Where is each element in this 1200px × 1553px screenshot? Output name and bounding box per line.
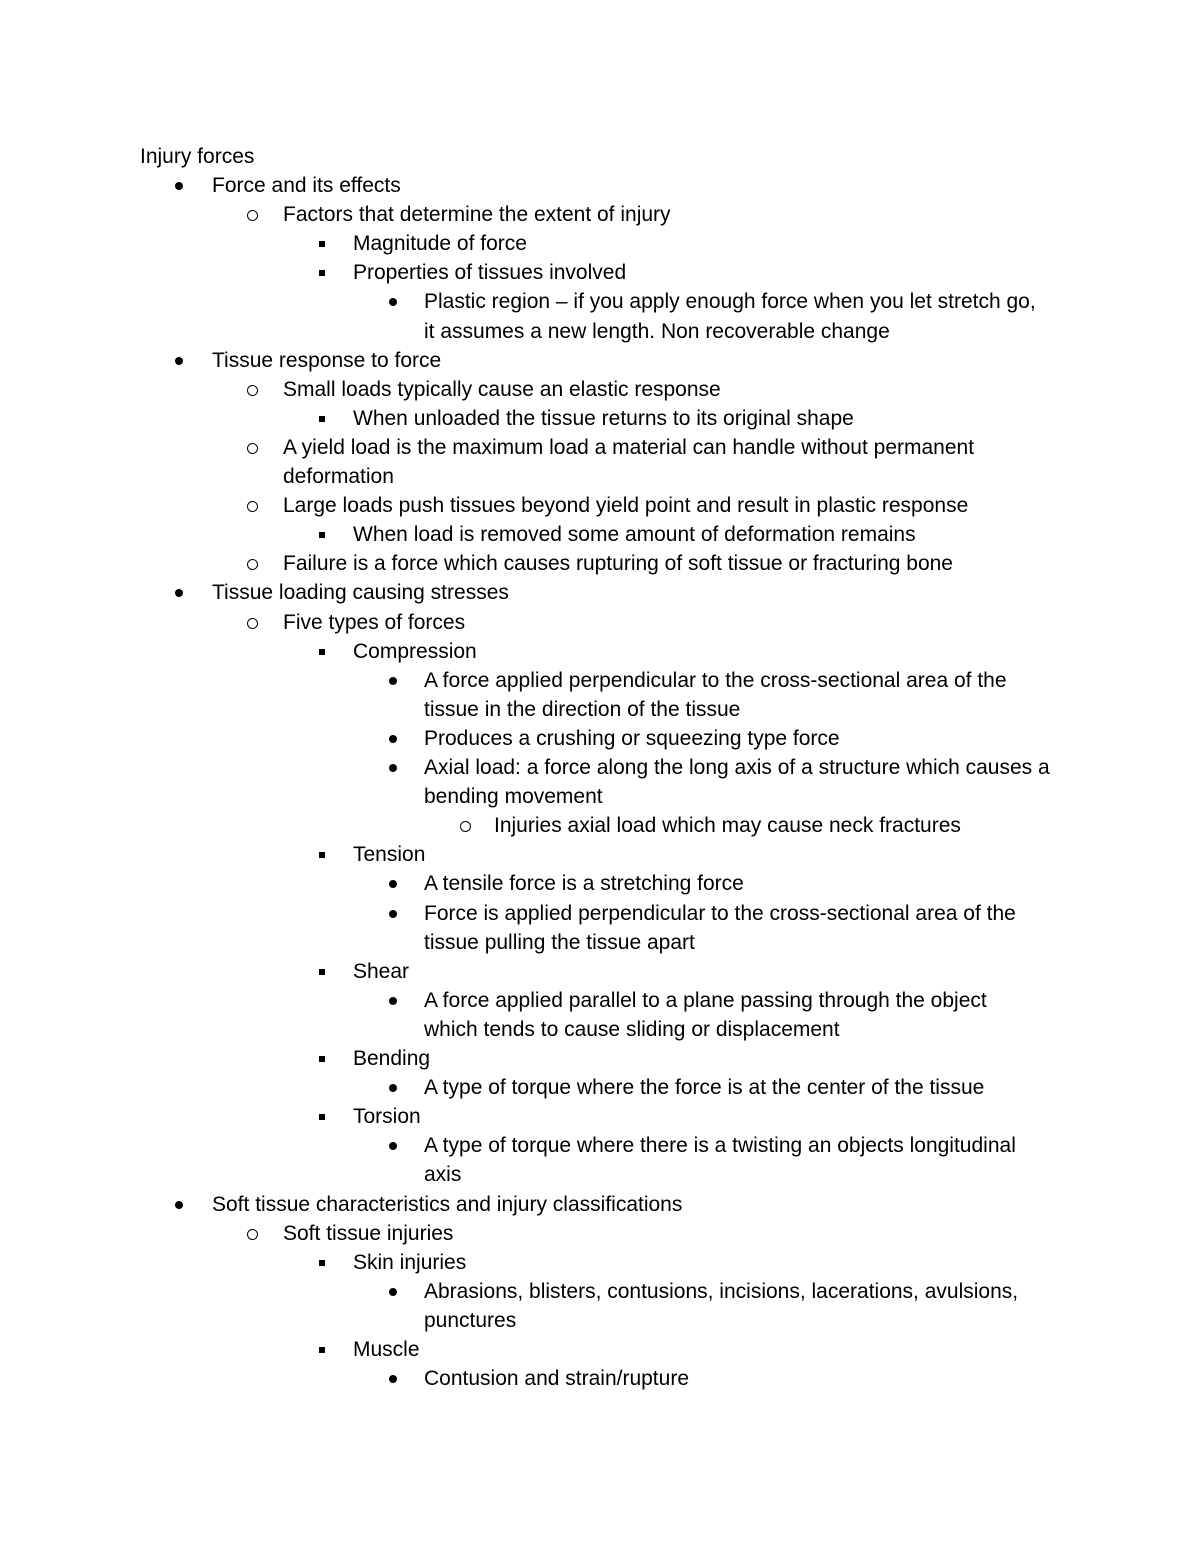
list-item-text: Torsion xyxy=(353,1105,421,1129)
list-item-text: Contusion and strain/rupture xyxy=(424,1367,689,1391)
list-item-text: Tension xyxy=(353,843,426,867)
list-item-text: Five types of forces xyxy=(283,610,466,634)
bullet-square-icon xyxy=(319,532,325,538)
list-item-text: Tissue response to force xyxy=(212,348,442,372)
list-item-text: Force is applied perpendicular to the cross-sectional area of the xyxy=(424,901,1016,925)
list-bullet xyxy=(389,986,397,1005)
list-item-text: Tissue loading causing stresses xyxy=(212,581,509,605)
list-bullet xyxy=(389,1364,397,1383)
list-item-text: it assumes a new length. Non recoverable change xyxy=(424,319,890,343)
bullet-dot-icon xyxy=(389,1375,397,1383)
bullet-dot-icon xyxy=(175,357,183,365)
bullet-dot-icon xyxy=(389,735,397,743)
list-item-text: Small loads typically cause an elastic response xyxy=(283,377,721,401)
list-bullet xyxy=(175,171,183,190)
list-item-text: A force applied parallel to a plane passing through the object xyxy=(424,988,987,1012)
list-bullet xyxy=(319,1248,325,1266)
list-item-text: Soft tissue characteristics and injury classifications xyxy=(212,1192,683,1216)
list-item-text: which tends to cause sliding or displacement xyxy=(424,1017,840,1041)
list-item-text: bending movement xyxy=(424,785,603,809)
bullet-square-icon xyxy=(319,241,325,247)
list-bullet xyxy=(247,549,258,570)
list-bullet xyxy=(247,375,258,396)
list-bullet xyxy=(247,608,258,629)
bullet-circle-icon xyxy=(247,559,258,570)
list-item-text: A yield load is the maximum load a material can handle without permanent xyxy=(283,435,975,459)
list-item-text: When unloaded the tissue returns to its original shape xyxy=(353,406,854,430)
list-bullet xyxy=(389,1277,397,1296)
list-item-text: Abrasions, blisters, contusions, incisions, lacerations, avulsions, xyxy=(424,1279,1019,1303)
list-item-text: axis xyxy=(424,1163,462,1187)
list-bullet xyxy=(175,578,183,597)
list-bullet xyxy=(319,637,325,655)
list-item-text: Soft tissue injuries xyxy=(283,1221,454,1245)
bullet-square-icon xyxy=(319,1347,325,1353)
list-bullet xyxy=(389,666,397,685)
list-bullet xyxy=(389,869,397,888)
list-item-text: Bending xyxy=(353,1047,431,1070)
bullet-dot-icon xyxy=(389,1142,397,1150)
list-item-text: Large loads push tissues beyond yield point and result in plastic response xyxy=(283,494,969,518)
list-bullet xyxy=(319,229,325,247)
bullet-square-icon xyxy=(319,1260,325,1266)
list-bullet xyxy=(175,346,183,365)
document-title: Injury forces xyxy=(140,145,255,168)
list-item-text: deformation xyxy=(283,465,394,488)
list-item-text: punctures xyxy=(424,1308,517,1332)
list-item-text: Produces a crushing or squeezing type force xyxy=(424,726,840,750)
list-bullet xyxy=(460,811,471,832)
bullet-dot-icon xyxy=(389,1084,397,1092)
bullet-dot-icon xyxy=(175,1201,183,1209)
list-item-text: A type of torque where the force is at the center of the tissue xyxy=(424,1076,985,1100)
bullet-circle-icon xyxy=(247,210,258,221)
list-item-text: Plastic region – if you apply enough force when you let stretch go, xyxy=(424,290,1036,314)
bullet-dot-icon xyxy=(175,182,183,190)
bullet-dot-icon xyxy=(175,589,183,597)
list-item-text: Skin injuries xyxy=(353,1250,467,1274)
list-item-text: Compression xyxy=(353,639,477,663)
list-item-text: Properties of tissues involved xyxy=(353,261,627,285)
list-bullet xyxy=(389,1131,397,1150)
list-bullet xyxy=(319,258,325,276)
bullet-dot-icon xyxy=(389,997,397,1005)
list-bullet xyxy=(389,1073,397,1092)
bullet-square-icon xyxy=(319,270,325,276)
list-item-text: A type of torque where there is a twisting an objects longitudinal xyxy=(424,1134,1016,1158)
list-bullet xyxy=(319,1335,325,1353)
list-bullet xyxy=(247,491,258,512)
list-item-text: Magnitude of force xyxy=(353,232,527,256)
list-item-text: Injuries axial load which may cause neck fractures xyxy=(494,814,961,838)
list-bullet xyxy=(319,957,325,975)
list-item-text: A force applied perpendicular to the cross-sectional area of the xyxy=(424,668,1007,692)
bullet-circle-icon xyxy=(247,443,258,454)
list-bullet xyxy=(319,520,325,538)
list-item-text: Shear xyxy=(353,959,410,983)
bullet-dot-icon xyxy=(389,880,397,888)
bullet-circle-icon xyxy=(460,821,471,832)
bullet-square-icon xyxy=(319,416,325,422)
list-bullet xyxy=(319,840,325,858)
list-item-text: Axial load: a force along the long axis of a structure which causes a xyxy=(424,756,1050,779)
list-bullet xyxy=(175,1190,183,1209)
list-bullet xyxy=(319,404,325,422)
list-item-text: tissue in the direction of the tissue xyxy=(424,697,741,721)
bullet-dot-icon xyxy=(389,910,397,918)
bullet-dot-icon xyxy=(389,298,397,306)
list-item-text: A tensile force is a stretching force xyxy=(424,872,744,896)
bullet-circle-icon xyxy=(247,1229,258,1240)
list-bullet xyxy=(389,753,397,772)
list-bullet xyxy=(247,433,258,454)
list-item-text: When load is removed some amount of deformation remains xyxy=(353,523,916,547)
list-item-text: Force and its effects xyxy=(212,174,401,197)
bullet-square-icon xyxy=(319,969,325,975)
list-item-text: Factors that determine the extent of injury xyxy=(283,203,671,227)
list-bullet xyxy=(247,1219,258,1240)
list-bullet xyxy=(389,899,397,918)
list-item-text: Failure is a force which causes rupturing of soft tissue or fracturing bone xyxy=(283,552,953,576)
bullet-square-icon xyxy=(319,1056,325,1062)
bullet-circle-icon xyxy=(247,501,258,512)
bullet-circle-icon xyxy=(247,618,258,629)
bullet-square-icon xyxy=(319,852,325,858)
list-item-text: tissue pulling the tissue apart xyxy=(424,930,695,954)
list-item-text: Muscle xyxy=(353,1338,420,1361)
bullet-dot-icon xyxy=(389,1288,397,1296)
bullet-dot-icon xyxy=(389,764,397,772)
bullet-dot-icon xyxy=(389,677,397,685)
bullet-square-icon xyxy=(319,1114,325,1120)
list-bullet xyxy=(389,724,397,743)
list-bullet xyxy=(319,1102,325,1120)
bullet-circle-icon xyxy=(247,385,258,396)
list-bullet xyxy=(319,1044,325,1062)
bullet-square-icon xyxy=(319,649,325,655)
list-bullet xyxy=(247,200,258,221)
list-bullet xyxy=(389,287,397,306)
